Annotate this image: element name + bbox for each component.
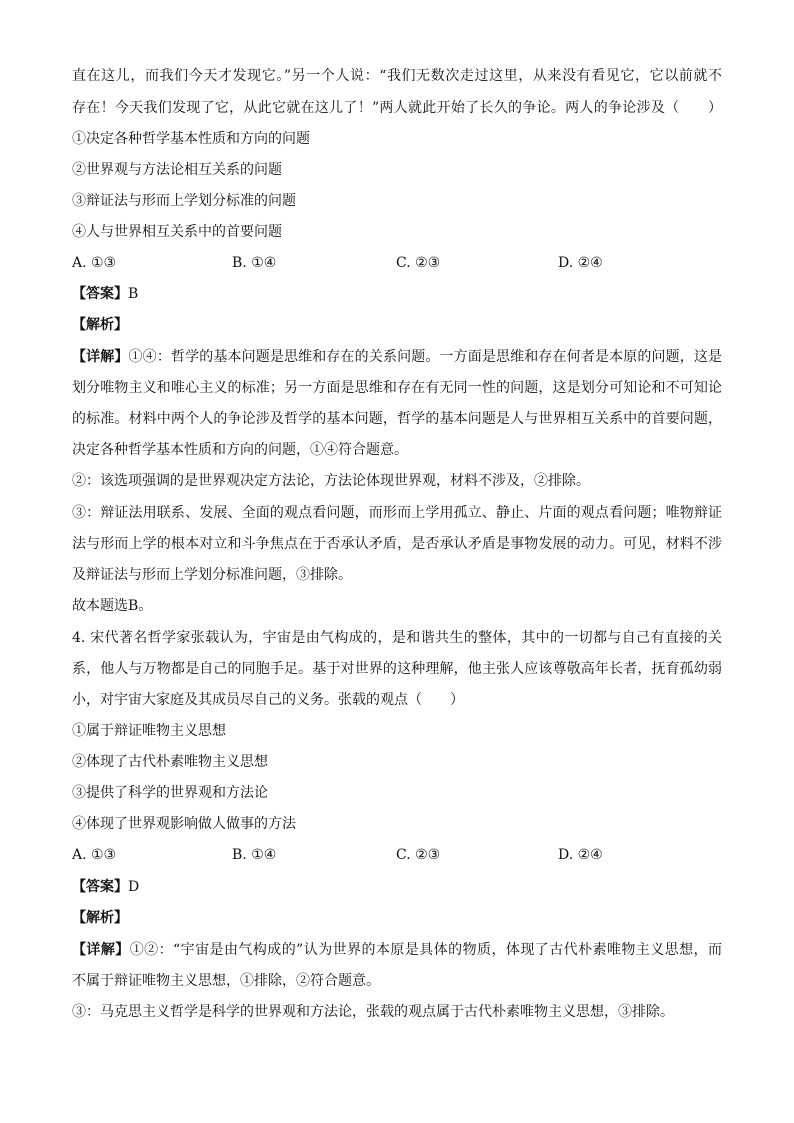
q3-detail-label: 【详解】 bbox=[72, 349, 129, 365]
q4-option-b: B. ①④ bbox=[232, 847, 277, 863]
q4-option-d: D. ②④ bbox=[558, 847, 603, 863]
q3-stem-line-2: 存在！今天我们发现了它，从此它就在这儿了！”两人就此开始了长久的争论。两人的争论涉及（ ） bbox=[72, 100, 722, 116]
q4-statement-3: ③提供了科学的世界观和方法论 bbox=[72, 785, 268, 801]
q3-analysis-label: 【解析】 bbox=[72, 317, 128, 333]
q3-option-b: B. ①④ bbox=[232, 255, 277, 271]
q3-point-2: ②：该选项强调的是世界观决定方法论，方法论体现世界观，材料不涉及，②排除。 bbox=[72, 473, 590, 489]
q3-statement-3: ③辩证法与形而上学划分标准的问题 bbox=[72, 193, 296, 209]
q4-detail-label: 【详解】 bbox=[72, 942, 130, 958]
q3-options bbox=[72, 253, 722, 273]
q4-option-a: A. ①③ bbox=[72, 847, 117, 863]
q3-option-c: C. ②③ bbox=[396, 255, 441, 271]
q3-conclusion: 故本题选B。 bbox=[72, 598, 153, 614]
q3-detail-line-4: 决定各种哲学基本性质和方向的问题，①④符合题意。 bbox=[72, 442, 408, 458]
q3-statement-4: ④人与世界相互关系中的首要问题 bbox=[72, 224, 282, 240]
q3-detail-line-3: 的标准。材料中两个人的争论涉及哲学的基本问题，哲学的基本问题是人与世界相互关系中的首要问题， bbox=[72, 411, 722, 427]
q3-detail-line-2: 划分唯物主义和唯心主义的标准；另一方面是思维和存在有无同一性的问题，这是划分可知论和不可知论 bbox=[72, 380, 722, 396]
q3-option-d: D. ②④ bbox=[558, 255, 603, 271]
q4-stem-line-3: 小，对宇宙大家庭及其成员尽自己的义务。张载的观点（ ） bbox=[72, 692, 464, 708]
q4-statement-2: ②体现了古代朴素唯物主义思想 bbox=[72, 754, 268, 770]
q3-statement-1: ①决定各种哲学基本性质和方向的问题 bbox=[72, 131, 310, 147]
q4-options bbox=[72, 845, 722, 865]
q4-point-3: ③：马克思主义哲学是科学的世界观和方法论，张载的观点属于古代朴素唯物主义思想，③排除。 bbox=[72, 1004, 674, 1020]
q3-answer-label: 【答案】 bbox=[72, 286, 128, 302]
q4-stem-line-1: 4. 宋代著名哲学家张载认为，宇宙是由气构成的，是和谐共生的整体，其中的一切都与自己有直接的关 bbox=[72, 630, 722, 646]
q4-detail-line-1 bbox=[72, 940, 722, 960]
q3-option-a: A. ①③ bbox=[72, 255, 117, 271]
q3-detail-text-1: ①④：哲学的基本问题是思维和存在的关系问题。一方面是思维和存在何者是本原的问题，这是 bbox=[128, 349, 722, 365]
q4-detail-text-1: ①②：“宇宙是由气构成的”认为世界的本原是具体的物质，体现了古代朴素唯物主义思想，而 bbox=[129, 942, 722, 958]
q4-detail-line-2: 不属于辩证唯物主义思想，①排除，②符合题意。 bbox=[72, 973, 380, 989]
q3-point-3-line-3: 及辩证法与形而上学划分标准问题，③排除。 bbox=[72, 567, 352, 583]
q4-option-c: C. ②③ bbox=[396, 847, 441, 863]
q3-answer-value: B bbox=[128, 286, 139, 302]
q3-point-3-line-2: 法与形而上学的根本对立和斗争焦点在于否承认矛盾，是否承认矛盾是事物发展的动力。可见，材料不涉 bbox=[72, 536, 722, 552]
q4-answer-label: 【答案】 bbox=[72, 879, 128, 895]
q3-point-3-line-1: ③：辩证法用联系、发展、全面的观点看问题，而形而上学用孤立、静止、片面的观点看问题；唯物辩证 bbox=[72, 505, 722, 521]
q4-answer bbox=[72, 877, 722, 897]
q4-stem-line-2: 系，他人与万物都是自己的同胞手足。基于对世界的这种理解，他主张人应该尊敬高年长者，抚育孤幼弱 bbox=[72, 661, 722, 677]
q4-statement-4: ④体现了世界观影响做人做事的方法 bbox=[72, 816, 296, 832]
q3-stem-line-1: 直在这儿，而我们今天才发现它。”另一个人说：“我们无数次走过这里，从来没有看见它，它以前就不 bbox=[72, 68, 722, 84]
q3-statement-2: ②世界观与方法论相互关系的问题 bbox=[72, 162, 282, 178]
q3-detail-line-1 bbox=[72, 347, 722, 367]
q3-answer bbox=[72, 284, 722, 304]
q4-analysis-label: 【解析】 bbox=[72, 910, 128, 926]
q4-statement-1: ①属于辩证唯物主义思想 bbox=[72, 723, 226, 739]
q4-answer-value: D bbox=[128, 879, 140, 895]
